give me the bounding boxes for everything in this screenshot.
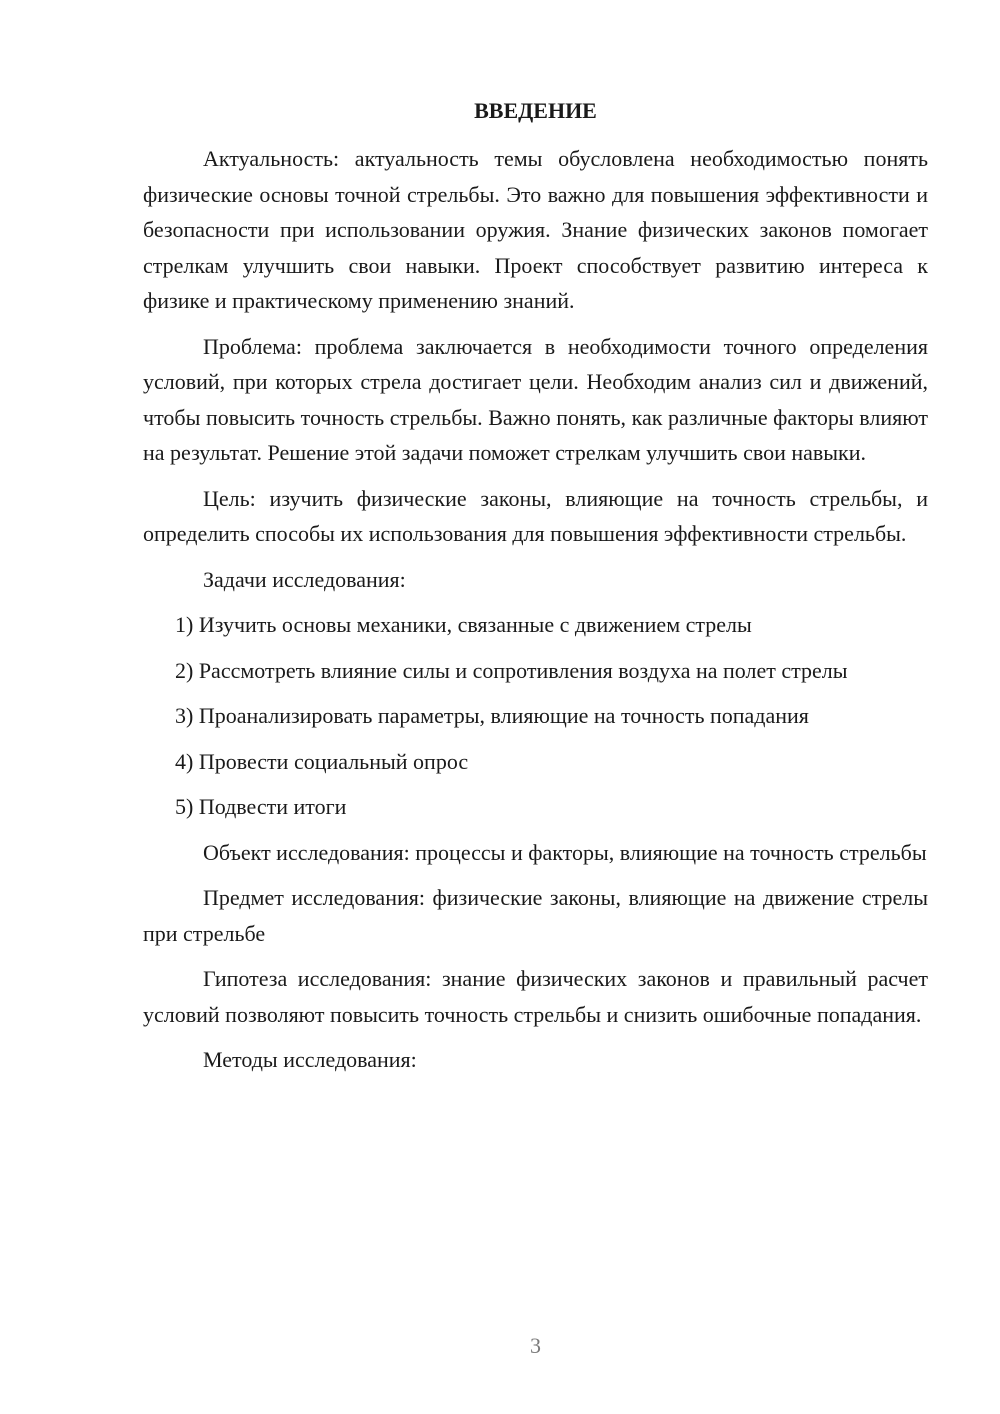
goal-paragraph: Цель: изучить физические законы, влияющие на точность стрельбы, и определить способы их использования для повышения эффективности стрельбы. <box>143 485 928 546</box>
page-number: 3 <box>530 1333 541 1358</box>
problem-paragraph: Проблема: проблема заключается в необходимости точного определения условий, при которых стрела достигает цели. Необходим анализ сил и движений, чтобы повысить точность стрельбы. Важно понять, как различные факторы влияют на результат. Решение этой задачи поможет стрелкам улучшить свои навыки. <box>143 333 928 465</box>
relevance-paragraph: Актуальность: актуальность темы обусловлена необходимостью понять физические основы точной стрельбы. Это важно для повышения эффективности и безопасности при использовании оружия. Знание физических законов помогает стрелкам улучшить свои навыки. Проект способствует развитию интереса к физике и практическому применению знаний. <box>143 146 928 313</box>
task-item: 3) Проанализировать параметры, влияющие на точность попадания <box>175 703 809 728</box>
subject-paragraph: Предмет исследования: физические законы, влияющие на движение стрелы при стрельбе <box>143 885 928 946</box>
task-item: 5) Подвести итоги <box>175 794 347 819</box>
task-item: 1) Изучить основы механики, связанные с движением стрелы <box>175 612 752 637</box>
page-title: ВВЕДЕНИЕ <box>474 98 597 123</box>
document-page <box>143 0 928 1414</box>
tasks-heading: Задачи исследования: <box>203 566 406 592</box>
object-paragraph: Объект исследования: процессы и факторы, влияющие на точность стрельбы <box>203 839 927 865</box>
task-item: 2) Рассмотреть влияние силы и сопротивления воздуха на полет стрелы <box>175 657 848 683</box>
hypothesis-paragraph: Гипотеза исследования: знание физических законов и правильный расчет условий позволяют повысить точность стрельбы и снизить ошибочные попадания. <box>143 966 928 1027</box>
methods-heading: Методы исследования: <box>203 1047 417 1072</box>
document-body <box>143 141 928 1088</box>
task-item: 4) Провести социальный опрос <box>175 748 469 774</box>
